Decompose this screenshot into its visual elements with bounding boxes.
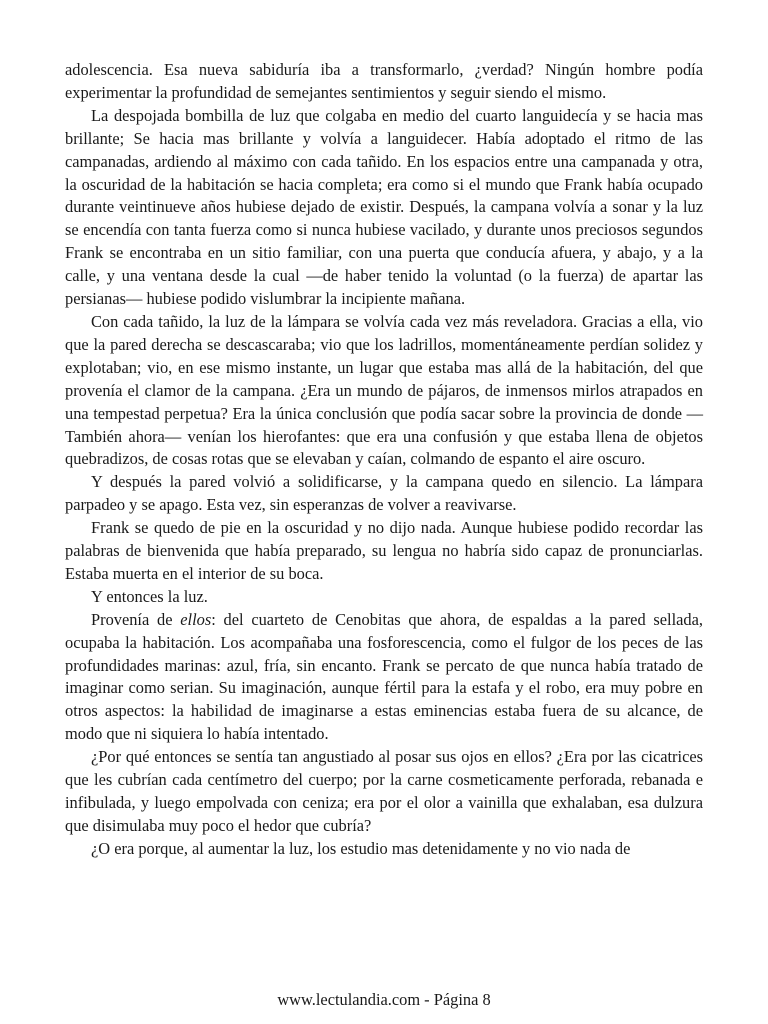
paragraph-7-start: Provenía de xyxy=(91,609,181,629)
paragraph-9: ¿O era porque, al aumentar la luz, los estudio mas detenidamente y no vio nada de xyxy=(91,838,631,858)
paragraph-1: adolescencia. Esa nueva sabiduría iba a transformarlo, ¿verdad? Ningún hombre podía experimentar la profundidad de semejantes sentimientos y seguir siendo el mismo. xyxy=(65,60,703,102)
page-body xyxy=(65,59,703,861)
paragraph-3: Con cada tañido, la luz de la lámpara se volvía cada vez más reveladora. Gracias a ella, vio que la pared derecha se descascaraba; vio que los ladrillos, momentáneamente perdían solidez y explotaban; vio, en ese mismo instante, un lugar que estaba mas allá de la habitación, del que provenía el clamor de la campana. ¿Era un mundo de pájaros, de inmensos mirlos atrapados en una tempestad perpetua? Era la única conclusión que podía sacar sobre la provincia de donde —También ahora— venían los hierofantes: que era una confusión y que estaba llena de objetos quebradizos, de cosas rotas que se elevaban y caían, colmando de espanto el aire oscuro. xyxy=(65,311,703,469)
paragraph-4: Y después la pared volvió a solidificarse, y la campana quedo en silencio. La lámpara parpadeo y se apago. Esta vez, sin esperanzas de volver a reavivarse. xyxy=(65,472,703,515)
paragraph-5: Frank se quedo de pie en la oscuridad y no dijo nada. Aunque hubiese podido recordar las palabras de bienvenida que había preparado, su lengua no habría sido capaz de pronunciarlas. Estaba muerta en el interior de su boca. xyxy=(65,518,703,583)
paragraph-6: Y entonces la luz. xyxy=(91,586,208,606)
paragraph-8: ¿Por qué entonces se sentía tan angustiado al posar sus ojos en ellos? ¿Era por las cicatrices que les cubrían cada centímetro del cuerpo; por la carne cosmeticamente perforada, rebanada e infibulada, y luego empolvada con ceniza; era por el olor a vainilla que exhalaban, esa dulzura que disimulaba muy poco el hedor que cubría? xyxy=(65,747,703,835)
paragraph-7-rest: : del cuarteto de Cenobitas que ahora, de espaldas a la pared sellada, ocupaba la habitación. Los acompañaba una fosforescencia, como el fulgor de los peces de las profundidades marinas: azul, fría, sin encanto. Frank se percato de que nunca había tratado de imaginar como serian. Su imaginación, aunque fértil para la estafa y el robo, era muy pobre en otros aspectos: la habilidad de imaginarse a estas eminencias estaba fuera de su alcance, de modo que ni siquiera lo había intentado. xyxy=(65,609,703,744)
paragraph-7-emphasis: ellos xyxy=(180,609,212,629)
paragraph-7 xyxy=(65,609,703,746)
page-footer: www.lectulandia.com - Página 8 xyxy=(277,990,491,1009)
paragraph-2: La despojada bombilla de luz que colgaba en medio del cuarto languidecía y se hacia mas brillante; Se hacia mas brillante y volvía a languidecer. Había adoptado el ritmo de las campanadas, ardiendo al máximo con cada tañido. En los espacios entre una campanada y otra, la oscuridad de la habitación se hacia completa; era como si el mundo que Frank había ocupado durante veintinueve años hubiese dejado de existir. Después, la campana volvía a sonar y la luz se encendía con tanta fuerza como si nunca hubiese vacilado, y durante unos preciosos segundos Frank se encontraba en un sitio familiar, con una puerta que conducía afuera, y abajo, y a la calle, y una ventana desde la cual —de haber tenido la voluntad (o la fuerza) de apartar las persianas— hubiese podido vislumbrar la incipiente mañana. xyxy=(65,105,703,309)
